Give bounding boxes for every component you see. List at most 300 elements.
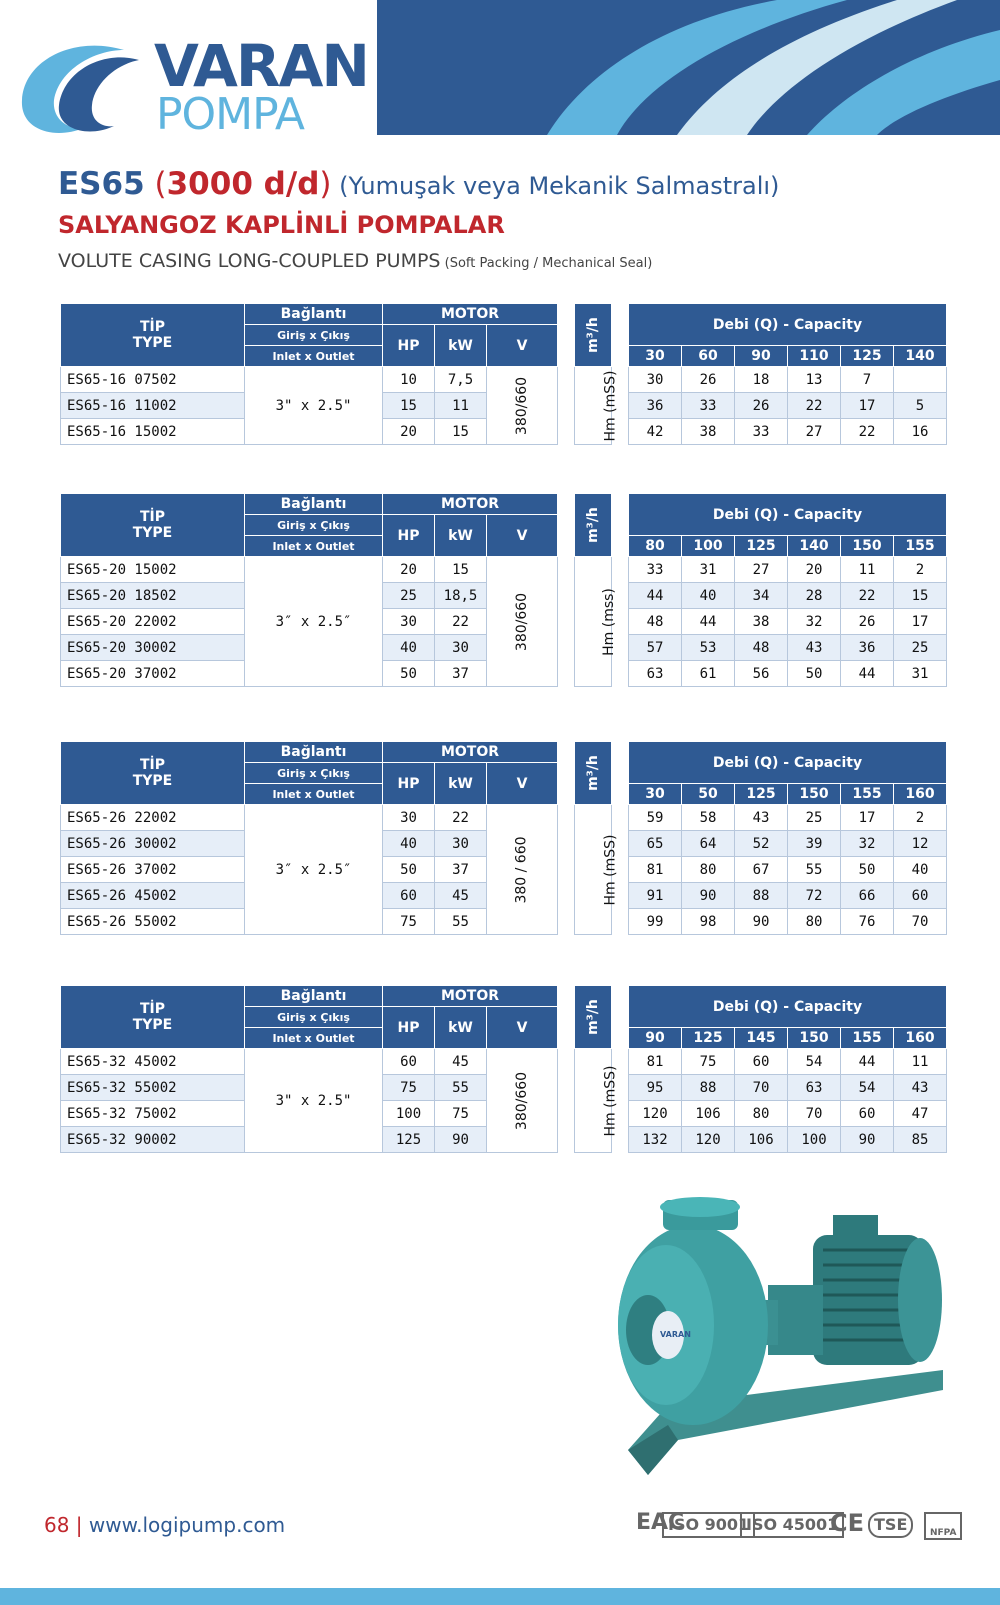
head-value: 17 [841,393,894,419]
head-value: 100 [788,1127,841,1153]
type-label: TYPE [132,335,173,351]
motor-kw: 55 [435,1075,487,1101]
head-value: 63 [788,1075,841,1101]
col-type-header [61,986,245,1049]
head-value: 48 [629,609,682,635]
head-value: 26 [682,367,735,393]
pump-type: ES65-32 55002 [61,1075,245,1101]
gap-cell [558,805,575,935]
m3h-label: m³/h [585,999,602,1035]
pump-type: ES65-32 75002 [61,1101,245,1127]
connection-size: 3" x 2.5" [245,367,383,445]
head-value: 22 [841,419,894,445]
motor-kw: 7,5 [435,367,487,393]
head-value: 2 [894,805,947,831]
motor-kw: 37 [435,857,487,883]
pump-type: ES65-26 30002 [61,831,245,857]
head-value: 70 [894,909,947,935]
m3h-label: m³/h [585,317,602,353]
table-row [61,805,947,831]
head-value: 106 [682,1101,735,1127]
head-value: 53 [682,635,735,661]
motor-hp: 30 [383,609,435,635]
motor-hp: 50 [383,857,435,883]
col-v-header: V [487,325,558,367]
head-value: 43 [735,805,788,831]
pump-type: ES65-16 11002 [61,393,245,419]
head-value: 50 [841,857,894,883]
head-value: 98 [682,909,735,935]
spec-table-4 [60,985,944,1153]
speed-open: ( [144,166,167,202]
head-value: 25 [894,635,947,661]
voltage-cell [487,367,558,445]
pump-type: ES65-16 15002 [61,419,245,445]
head-value: 38 [682,419,735,445]
motor-kw: 45 [435,883,487,909]
motor-hp: 100 [383,1101,435,1127]
head-value: 90 [735,909,788,935]
head-value: 22 [841,583,894,609]
head-value: 25 [788,805,841,831]
head-value: 39 [788,831,841,857]
head-value: 44 [629,583,682,609]
connection-size: 3" x 2.5" [245,1049,383,1153]
table-row [61,367,947,393]
head-value: 38 [735,609,788,635]
capacity-value: 150 [788,1028,841,1049]
svg-text:VARAN: VARAN [660,1330,691,1339]
head-value: 55 [788,857,841,883]
capacity-value: 60 [682,346,735,367]
head-value: 60 [894,883,947,909]
motor-kw: 90 [435,1127,487,1153]
col-hp-header: HP [383,1007,435,1049]
head-value: 50 [788,661,841,687]
head-value: 17 [894,609,947,635]
motor-kw: 45 [435,1049,487,1075]
head-value: 88 [682,1075,735,1101]
inlet-outlet-tr: Giriş x Çıkış [245,515,383,536]
head-value: 65 [629,831,682,857]
connection-size: 3″ x 2.5″ [245,805,383,935]
head-value: 12 [894,831,947,857]
head-label: Hm (mSS) [602,834,619,905]
pump-type: ES65-32 90002 [61,1127,245,1153]
gap-cell [612,515,629,557]
inlet-outlet-tr: Giriş x Çıkış [245,325,383,346]
speed: 3000 d/d [166,166,320,202]
col-motor-header: MOTOR [383,304,558,325]
head-value: 26 [735,393,788,419]
head-value: 80 [682,857,735,883]
pump-image [608,1195,948,1485]
pump-type: ES65-26 22002 [61,805,245,831]
head-value: 27 [788,419,841,445]
gap-cell [612,763,629,805]
capacity-value: 125 [735,536,788,557]
type-label: TYPE [132,773,173,789]
head-value: 64 [682,831,735,857]
head-value: 36 [629,393,682,419]
gap-cell [558,763,575,805]
head-value: 28 [788,583,841,609]
head-value: 42 [629,419,682,445]
footer-bar [0,1588,1000,1605]
head-value: 17 [841,805,894,831]
head-value: 90 [682,883,735,909]
col-type-header [61,494,245,557]
speed-close: ) [319,166,332,202]
col-connection-header: Bağlantı [245,494,383,515]
gap-cell [612,304,629,325]
header-band [377,0,1000,135]
gap-cell [558,367,575,445]
tip-label: TİP [139,1001,166,1017]
gap-cell [558,742,575,763]
head-value: 44 [682,609,735,635]
col-v-header: V [487,515,558,557]
head-label-cell [575,557,617,687]
head-value: 80 [788,909,841,935]
gap-cell [558,1049,575,1153]
footer-url[interactable]: www.logipump.com [88,1513,286,1537]
head-value: 76 [841,909,894,935]
motor-hp: 125 [383,1127,435,1153]
head-value: 72 [788,883,841,909]
head-value: 81 [629,1049,682,1075]
brand-subname: POMPA [156,89,304,140]
col-v-header: V [487,1007,558,1049]
motor-kw: 22 [435,805,487,831]
capacity-value: 145 [735,1028,788,1049]
capacity-value: 125 [735,784,788,805]
voltage-cell [487,805,558,935]
inlet-outlet-en: Inlet x Outlet [245,346,383,367]
head-label: Hm (mss) [600,587,617,656]
motor-hp: 60 [383,883,435,909]
seal-type-tr: (Yumuşak veya Mekanik Salmastralı) [331,172,780,200]
motor-hp: 25 [383,583,435,609]
col-m3h-header [575,494,612,557]
head-value: 26 [841,609,894,635]
col-type-header [61,742,245,805]
head-value: 95 [629,1075,682,1101]
spec-table-1 [60,303,944,445]
iso9001-badge: ISO 9001 [662,1512,755,1538]
pump-type: ES65-16 07502 [61,367,245,393]
head-label-cell [575,1049,619,1153]
col-connection-header: Bağlantı [245,986,383,1007]
head-value: 56 [735,661,788,687]
head-value: 54 [841,1075,894,1101]
capacity-value: 30 [629,346,682,367]
voltage-cell [487,1049,558,1153]
motor-kw: 55 [435,909,487,935]
model-name: ES65 [58,166,145,202]
inlet-outlet-en: Inlet x Outlet [245,1028,383,1049]
gap-cell [612,742,629,763]
head-value: 63 [629,661,682,687]
col-m3h-header [575,304,612,367]
head-value: 2 [894,557,947,583]
capacity-value: 160 [894,784,947,805]
head-value: 33 [682,393,735,419]
inlet-outlet-tr: Giriş x Çıkış [245,763,383,784]
type-label: TYPE [132,525,173,541]
capacity-value: 80 [629,536,682,557]
head-value: 43 [894,1075,947,1101]
capacity-value: 125 [841,346,894,367]
head-value: 85 [894,1127,947,1153]
head-value [894,367,947,393]
head-value: 40 [682,583,735,609]
tse-mark: TSE [868,1512,913,1538]
col-hp-header: HP [383,763,435,805]
head-value: 34 [735,583,788,609]
head-value: 70 [735,1075,788,1101]
col-motor-header: MOTOR [383,742,558,763]
gap-cell [558,986,575,1007]
capacity-value: 90 [629,1028,682,1049]
col-hp-header: HP [383,515,435,557]
gap-cell [558,557,575,687]
gap-cell [558,1007,575,1049]
head-value: 47 [894,1101,947,1127]
brand-logo [14,30,368,142]
head-value: 90 [841,1127,894,1153]
pump-type: ES65-20 15002 [61,557,245,583]
capacity-value: 155 [841,1028,894,1049]
header-swoosh-graphic [377,0,1000,135]
pump-type: ES65-26 37002 [61,857,245,883]
m3h-label: m³/h [585,755,602,791]
inlet-outlet-en: Inlet x Outlet [245,536,383,557]
tip-label: TİP [139,757,166,773]
motor-hp: 10 [383,367,435,393]
gap-cell [612,325,629,367]
motor-hp: 40 [383,831,435,857]
motor-kw: 15 [435,419,487,445]
head-value: 120 [629,1101,682,1127]
head-value: 36 [841,635,894,661]
col-motor-header: MOTOR [383,986,558,1007]
motor-kw: 37 [435,661,487,687]
capacity-value: 100 [682,536,735,557]
head-value: 70 [788,1101,841,1127]
capacity-value: 90 [735,346,788,367]
head-label: Hm (mSS) [602,370,619,441]
head-value: 7 [841,367,894,393]
head-value: 58 [682,805,735,831]
head-value: 57 [629,635,682,661]
voltage-value: 380/660 [514,376,531,435]
voltage-value: 380/660 [514,1071,531,1130]
col-capacity-header: Debi (Q) - Capacity [629,742,947,784]
motor-kw: 30 [435,635,487,661]
head-value: 40 [894,857,947,883]
head-value: 22 [788,393,841,419]
motor-kw: 22 [435,609,487,635]
head-value: 80 [735,1101,788,1127]
motor-hp: 50 [383,661,435,687]
motor-hp: 75 [383,1075,435,1101]
page-number: 68 [44,1513,70,1537]
head-value: 33 [735,419,788,445]
head-value: 5 [894,393,947,419]
voltage-value: 380 / 660 [514,835,530,904]
head-value: 11 [894,1049,947,1075]
col-capacity-header: Debi (Q) - Capacity [629,304,947,346]
motor-hp: 20 [383,419,435,445]
spec-table-3 [60,741,944,935]
head-value: 18 [735,367,788,393]
subtitle-en-small: (Soft Packing / Mechanical Seal) [440,256,653,271]
head-value: 20 [788,557,841,583]
motor-hp: 75 [383,909,435,935]
capacity-value: 140 [788,536,841,557]
head-value: 32 [841,831,894,857]
head-label-cell [575,805,619,935]
spec-table-2 [60,493,944,687]
table-row [61,1049,947,1075]
head-value: 120 [682,1127,735,1153]
gap-cell [558,325,575,367]
capacity-value: 125 [682,1028,735,1049]
head-value: 61 [682,661,735,687]
subtitle-tr: SALYANGOZ KAPLİNLİ POMPALAR [58,211,505,239]
pump-type: ES65-26 55002 [61,909,245,935]
footer-separator: | [69,1513,89,1537]
voltage-value: 380/660 [514,592,531,651]
head-value: 30 [629,367,682,393]
head-value: 60 [735,1049,788,1075]
head-value: 31 [682,557,735,583]
col-connection-header: Bağlantı [245,742,383,763]
pump-type: ES65-20 30002 [61,635,245,661]
pump-type: ES65-20 22002 [61,609,245,635]
capacity-value: 30 [629,784,682,805]
head-value: 54 [788,1049,841,1075]
capacity-value: 155 [894,536,947,557]
head-value: 48 [735,635,788,661]
head-value: 43 [788,635,841,661]
gap-cell [612,986,629,1007]
motor-hp: 60 [383,1049,435,1075]
subtitle-en-main: VOLUTE CASING LONG-COUPLED PUMPS [58,250,441,272]
col-connection-header: Bağlantı [245,304,383,325]
head-value: 60 [841,1101,894,1127]
gap-cell [612,494,629,515]
table-row [61,557,947,583]
pump-type: ES65-26 45002 [61,883,245,909]
head-value: 15 [894,583,947,609]
col-kw-header: kW [435,1007,487,1049]
head-value: 52 [735,831,788,857]
head-value: 59 [629,805,682,831]
tip-label: TİP [139,509,166,525]
head-value: 44 [841,1049,894,1075]
capacity-value: 110 [788,346,841,367]
motor-kw: 11 [435,393,487,419]
subtitle-en [58,248,652,277]
gap-cell [558,304,575,325]
motor-kw: 18,5 [435,583,487,609]
head-value: 81 [629,857,682,883]
inlet-outlet-en: Inlet x Outlet [245,784,383,805]
capacity-value: 50 [682,784,735,805]
connection-size: 3″ x 2.5″ [245,557,383,687]
head-value: 99 [629,909,682,935]
head-value: 33 [629,557,682,583]
col-type-header [61,304,245,367]
col-m3h-header [575,742,612,805]
head-value: 32 [788,609,841,635]
head-value: 106 [735,1127,788,1153]
page-title [58,165,779,205]
capacity-value: 140 [894,346,947,367]
logo-swirl-icon [14,30,154,142]
motor-kw: 75 [435,1101,487,1127]
ce-mark: CE [830,1509,865,1537]
col-kw-header: kW [435,763,487,805]
head-value: 27 [735,557,788,583]
pump-type: ES65-20 37002 [61,661,245,687]
head-value: 132 [629,1127,682,1153]
tip-label: TİP [139,319,166,335]
head-value: 13 [788,367,841,393]
head-label: Hm (mSS) [602,1065,619,1136]
motor-hp: 20 [383,557,435,583]
col-capacity-header: Debi (Q) - Capacity [629,494,947,536]
col-m3h-header [575,986,612,1049]
motor-kw: 30 [435,831,487,857]
col-kw-header: kW [435,325,487,367]
capacity-value: 150 [788,784,841,805]
capacity-value: 150 [841,536,894,557]
head-value: 75 [682,1049,735,1075]
pump-type: ES65-20 18502 [61,583,245,609]
motor-hp: 15 [383,393,435,419]
page-footer [44,1512,285,1538]
col-capacity-header: Debi (Q) - Capacity [629,986,947,1028]
head-value: 16 [894,419,947,445]
capacity-value: 155 [841,784,894,805]
type-label: TYPE [132,1017,173,1033]
motor-kw: 15 [435,557,487,583]
head-value: 88 [735,883,788,909]
certifications [632,1508,982,1542]
eac-mark: EAC [636,1510,685,1535]
voltage-cell [487,557,558,687]
capacity-value: 160 [894,1028,947,1049]
motor-hp: 40 [383,635,435,661]
col-hp-header: HP [383,325,435,367]
inlet-outlet-tr: Giriş x Çıkış [245,1007,383,1028]
pump-illustration [608,1195,948,1485]
head-value: 44 [841,661,894,687]
col-kw-header: kW [435,515,487,557]
head-value: 11 [841,557,894,583]
gap-cell [558,515,575,557]
m3h-label: m³/h [585,507,602,543]
head-value: 91 [629,883,682,909]
head-value: 66 [841,883,894,909]
gap-cell [558,494,575,515]
head-value: 67 [735,857,788,883]
col-v-header: V [487,763,558,805]
head-label-cell [575,367,619,445]
